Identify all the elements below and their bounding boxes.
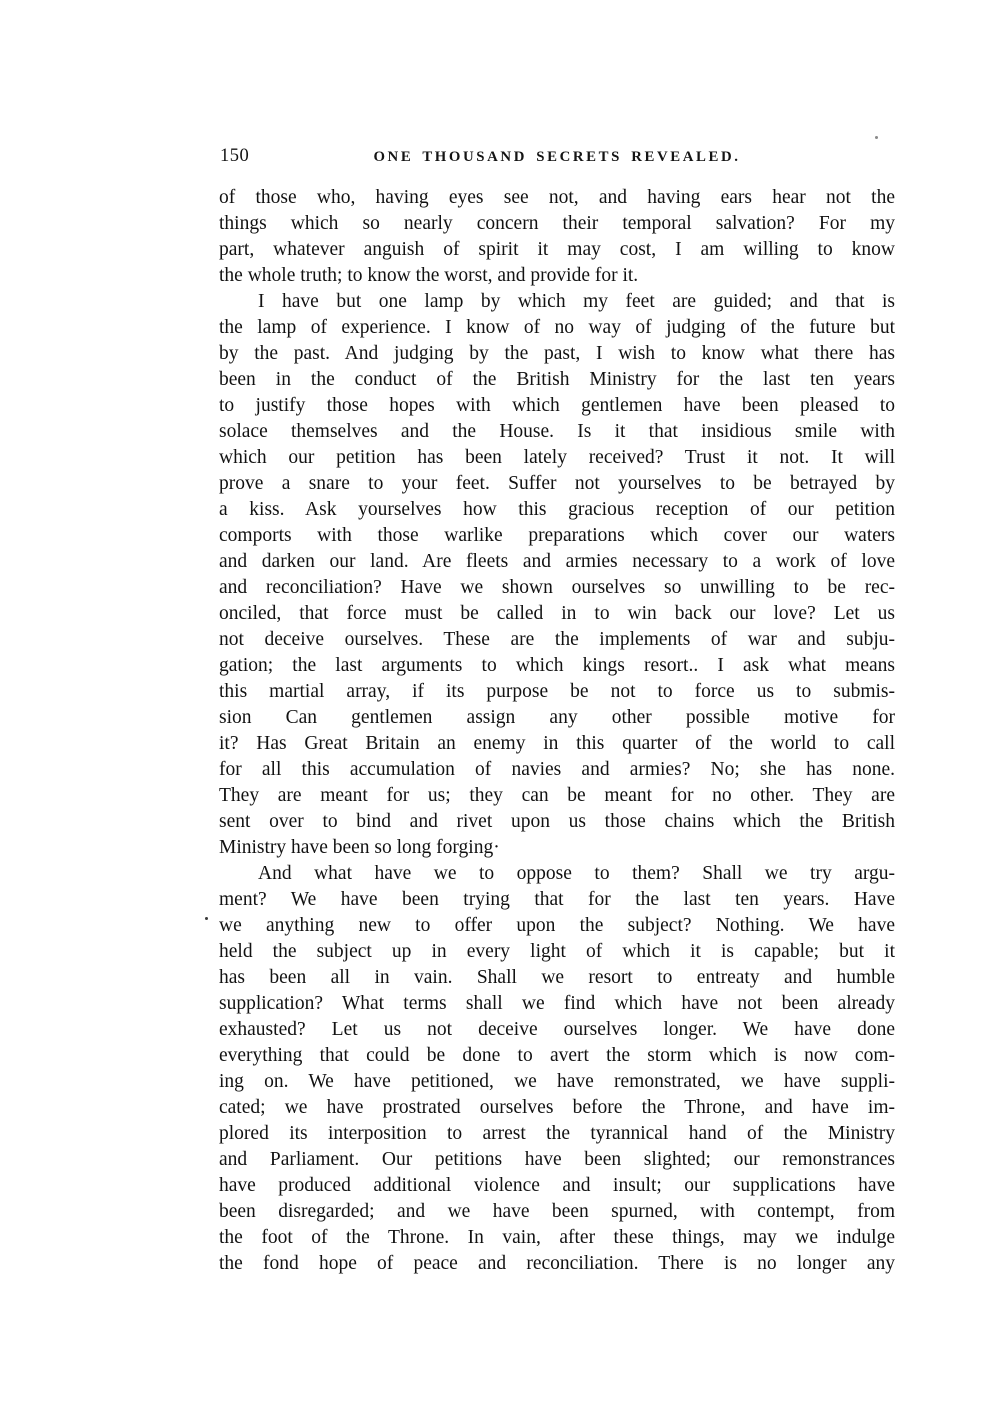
text-line: been in the conduct of the British Ministry for the last ten years [219,369,895,390]
text-line: sion Can gentlemen assign any other possible motive for [219,707,895,728]
text-line: things which so nearly concern their temporal salvation? For my [219,213,895,234]
text-line: this martial array, if its purpose be not to force us to submis- [219,681,895,702]
text-line: comports with those warlike preparations which cover our waters [219,525,895,546]
text-line: the whole truth; to know the worst, and provide for it. [219,265,639,286]
text-line: solace themselves and the House. Is it that insidious smile with [219,421,895,442]
page-body [219,185,895,1277]
text-line: gation; the last arguments to which kings resort.. I ask what means [219,655,895,676]
text-line: plored its interposition to arrest the tyrannical hand of the Ministry [219,1123,895,1144]
text-line: I have but one lamp by which my feet are guided; and that is [258,291,895,312]
text-line: we anything new to offer upon the subject? Nothing. We have [219,915,895,936]
text-line: Ministry have been so long forging· [219,837,500,858]
text-line: sent over to bind and rivet upon us those chains which the British [219,811,895,832]
page-number: 150 [220,146,250,166]
paragraph [219,861,895,1277]
text-line: prove a snare to your feet. Suffer not yourselves to be betrayed by [219,473,895,494]
text-line: has been all in vain. Shall we resort to entreaty and humble [219,967,895,988]
text-line: and reconciliation? Have we shown ourselves so unwilling to be rec- [219,577,895,598]
text-line: it? Has Great Britain an enemy in this quarter of the world to call [219,733,895,754]
text-line: held the subject up in every light of which it is capable; but it [219,941,895,962]
text-line: and darken our land. Are fleets and armies necessary to a work of love [219,551,895,572]
page-header [219,146,895,168]
text-line: the fond hope of peace and reconciliation. There is no longer any [219,1253,895,1274]
text-line: onciled, that force must be called in to win back our love? Let us [219,603,895,624]
text-line: to justify those hopes with which gentlemen have been pleased to [219,395,895,416]
running-title: ONE THOUSAND SECRETS REVEALED. [373,149,741,165]
scan-artifact-dot [205,917,208,920]
text-line: ment? We have been trying that for the last ten years. Have [219,889,895,910]
text-line: ing on. We have petitioned, we have remonstrated, we have suppli- [219,1071,895,1092]
text-line: been disregarded; and we have been spurned, with contempt, from [219,1201,895,1222]
text-line: of those who, having eyes see not, and having ears hear not the [219,187,895,208]
text-line: which our petition has been lately received? Trust it not. It will [219,447,895,468]
text-line: cated; we have prostrated ourselves before the Throne, and have im- [219,1097,895,1118]
text-line: And what have we to oppose to them? Shall we try argu- [258,863,895,884]
text-line: by the past. And judging by the past, I wish to know what there has [219,343,895,364]
paragraph [219,185,895,289]
text-line: for all this accumulation of navies and armies? No; she has none. [219,759,895,780]
text-line: supplication? What terms shall we find which have not been already [219,993,895,1014]
text-line: and Parliament. Our petitions have been slighted; our remonstrances [219,1149,895,1170]
text-line: not deceive ourselves. These are the implements of war and subju- [219,629,895,650]
text-line: They are meant for us; they can be meant for no other. They are [219,785,895,806]
scan-artifact-dot [875,136,878,139]
text-line: the lamp of experience. I know of no way of judging of the future but [219,317,895,338]
text-line: part, whatever anguish of spirit it may cost, I am willing to know [219,239,895,260]
text-line: have produced additional violence and insult; our supplications have [219,1175,895,1196]
text-line: everything that could be done to avert the storm which is now com- [219,1045,895,1066]
text-line: a kiss. Ask yourselves how this gracious reception of our petition [219,499,895,520]
text-line: the foot of the Throne. In vain, after these things, may we indulge [219,1227,895,1248]
text-line: exhausted? Let us not deceive ourselves longer. We have done [219,1019,895,1040]
paragraph [219,289,895,861]
